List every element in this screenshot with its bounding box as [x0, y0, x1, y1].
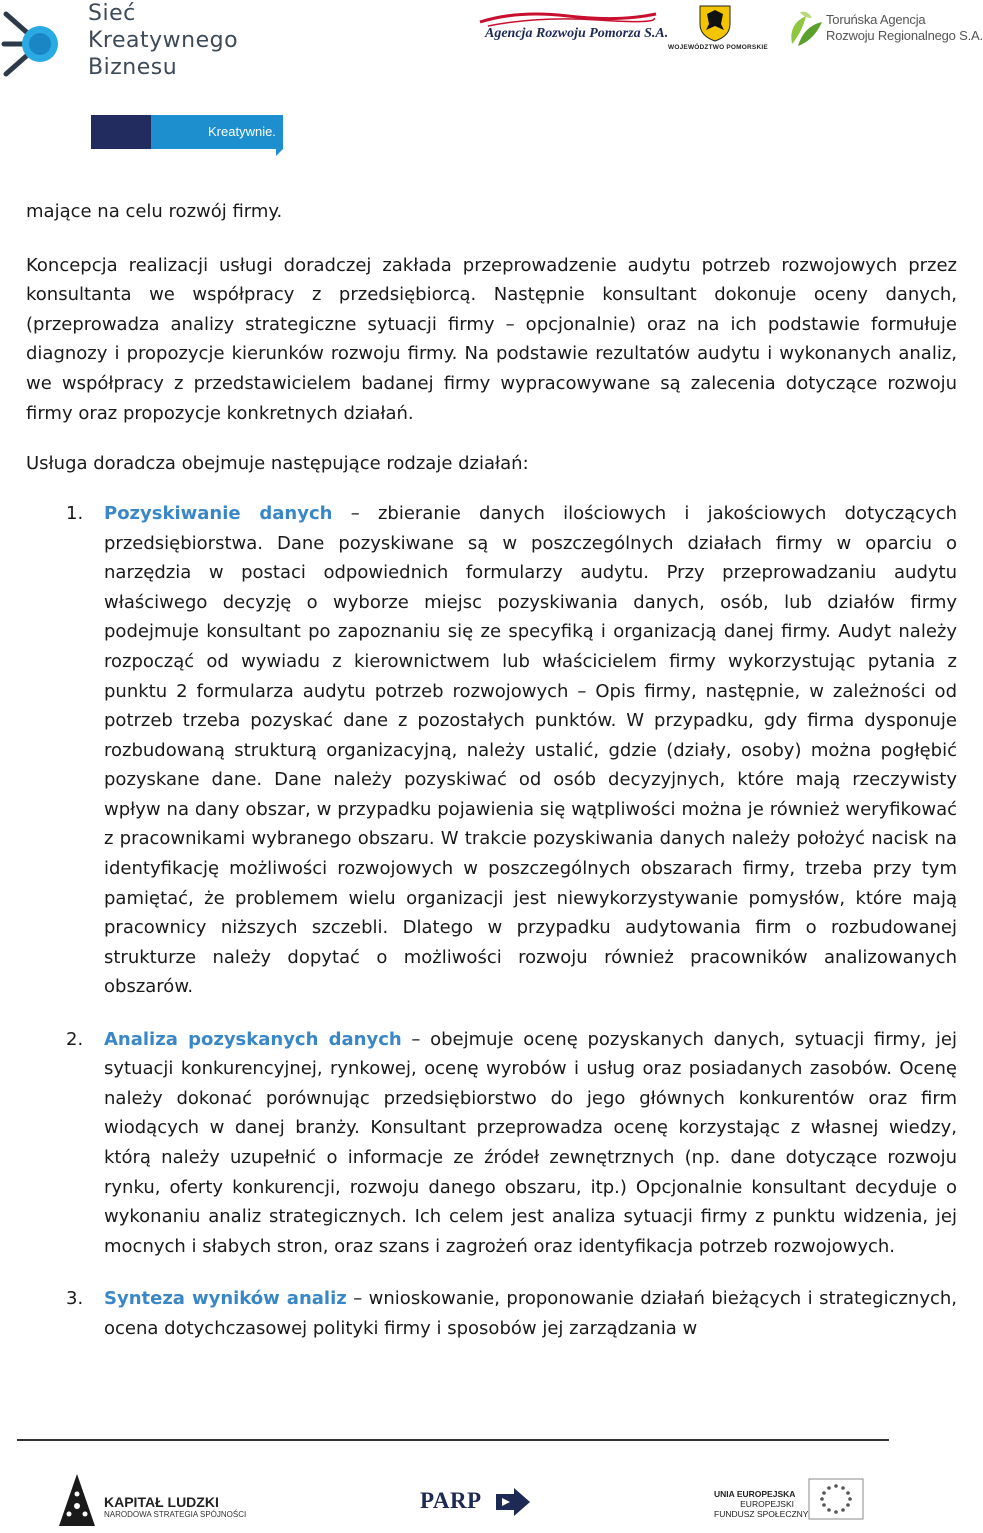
arp-logo-text: Agencja Rozwoju Pomorza S.A. — [485, 26, 669, 41]
parp-logo-text: PARP — [420, 1488, 482, 1513]
skb-logo-text — [88, 0, 238, 81]
list-item-text: – wnioskowanie, proponowanie działań bieżących i strategicznych, ocena dotychczasowej polityki firmy i sposobów jej zarządzania w — [104, 1287, 957, 1339]
wojewodztwo-label: WOJEWÓDZTWO POMORSKIE — [668, 44, 768, 51]
list-item-number: 2. — [66, 1028, 84, 1050]
list-item-number: 1. — [66, 502, 84, 524]
list-item-text: – obejmuje ocenę pozyskanych danych, sytuacji firmy, jej sytuacji konkurencyjnej, rynkowej, ocenę wyrobów i usług oraz posiadanych zasobów. Ocenę należy dokonać porównując przedsiębiorstwo do jego głównych konkurentów oraz firm wiodących w danej branży. Konsultant przeprowadza ocenę korzystając z własnej wiedzy, którą należy uzupełnić o informacje ze źródeł zewnętrznych (np. dane dotyczące rozwoju rynku, oferty konkurencji, rozwoju danego obszaru, itp.) Opcjonalnie konsultant decyduje o wykonaniu analiz strategicznych. Ich celem jest analiza sytuacji firmy z punktu widzenia, jej mocnych i słabych stron, oraz szans i zagrożeń oraz identyfikacja potrzeb rozwojowych. — [104, 1028, 957, 1257]
list-item — [26, 1025, 957, 1262]
list-item-number: 3. — [66, 1287, 84, 1309]
actions-list — [26, 499, 957, 1343]
eu-line-1: UNIA EUROPEJSKA — [714, 1489, 796, 1499]
tarr-line-1: Toruńska Agencja — [826, 12, 926, 27]
list-item-title: Pozyskiwanie danych — [104, 502, 333, 524]
parp-arrows-icon — [490, 1484, 532, 1520]
list-item-title: Analiza pozyskanych danych — [104, 1028, 402, 1050]
list-item-text: – zbieranie danych ilościowych i jakościowych dotyczących przedsiębiorstwa. Dane pozyskiwane są w poszczególnych działach firmy w oparciu o narzędzia w postaci odpowiednich formularzy audytu. Przy przeprowadzaniu audytu właściwego decyzję o wyborze miejsc pozyskiwania danych, osób, lub działów firmy podejmuje konsultant po zapoznaniu się ze specyfiką i organizacją danej firmy. Audyt należy rozpocząć od wywiadu z kierownictwem lub właścicielem firmy wykorzystując pytania z punktu 2 formularza audytu potrzeb rozwojowych – Opis firmy, następnie, w zależności od potrzeb trzeba pozyskać dane z pozostałych punktów. W przypadku, gdy firma dysponuje rozbudowaną strukturą organizacyjną, należy ustalić, gdzie (działy, osoby) można pogłębić pozyskane dane. Dane należy pozyskiwać od osób decyzyjnych, które mają rzeczywisty wpływ na dany obszar, w przypadku pojawienia się wątpliwości można je również weryfikować z pracownikami wybranego obszaru. W trakcie pozyskiwania danych należy położyć nacisk na identyfikację możliwości rozwojowych w poszczególnych obszarach firmy, trzeba przy tym pamiętać, że problemem wielu organizacji jest niewykorzystywanie pomysłów, które mają pracownicy niższych szczebli. Dlatego w przypadku audytowania firm o rozbudowanej strukturze należy dopytać o możliwości rozwoju również pracowników analizowanych obszarów. — [104, 502, 958, 998]
tarr-logo-text — [826, 12, 983, 44]
footer-divider — [17, 1439, 889, 1441]
eu-line-3: FUNDUSZ SPOŁECZNY — [714, 1509, 809, 1519]
page-header — [0, 0, 983, 160]
paragraph-concept: Koncepcja realizacji usługi doradczej zakłada przeprowadzenie audytu potrzeb rozwojowych przez konsultanta we współpracy z przedsiębiorcą. Następnie konsultant dokonuje oceny danych, (przeprowadza analizy strategiczne sytuacji firmy – opcjonalnie) oraz na ich podstawie formułuje diagnozy i propozycje kierunków rozwoju firmy. Na podstawie rezultatów audytu i wykonanych analiz, we współpracy z przedstawicielem badanej firmy wypracowywane są zalecenia dotyczące rozwoju firmy oraz propozycje konkretnych działań. — [26, 254, 957, 424]
tarr-line-2: Rozwoju Regionalnego S.A. — [826, 28, 983, 43]
tarr-leaf-icon — [786, 8, 824, 48]
skb-line-3: Biznesu — [88, 55, 178, 80]
kapital-ludzki-title: KAPITAŁ LUDZKI — [104, 1494, 219, 1510]
paragraph-continuation: mające na celu rozwój firmy. — [26, 201, 283, 222]
list-item — [26, 1284, 957, 1343]
document-body — [26, 197, 957, 1366]
paragraph-services-intro: Usługa doradcza obejmuje następujące rodzaje działań: — [26, 452, 529, 474]
skb-network-logo-icon — [0, 4, 80, 80]
skb-line-2: Kreatywnego — [88, 28, 239, 53]
skb-line-1: Sieć — [88, 1, 136, 26]
kreatywnie-slogan: Kreatywnie. — [208, 124, 276, 139]
brand-bar-tip — [276, 149, 283, 156]
eu-line-2: EUROPEJSKI — [740, 1499, 794, 1509]
kapital-ludzki-logo-icon — [55, 1470, 100, 1530]
list-item — [26, 499, 957, 1002]
eu-label — [714, 1489, 809, 1519]
kapital-ludzki-subtitle: NARODOWA STRATEGIA SPÓJNOŚCI — [104, 1510, 247, 1519]
brand-bar-dark — [91, 115, 151, 149]
eu-flag-icon — [808, 1478, 864, 1520]
list-item-title: Synteza wyników analiz — [104, 1287, 347, 1309]
pomorskie-crest-icon — [698, 4, 732, 42]
